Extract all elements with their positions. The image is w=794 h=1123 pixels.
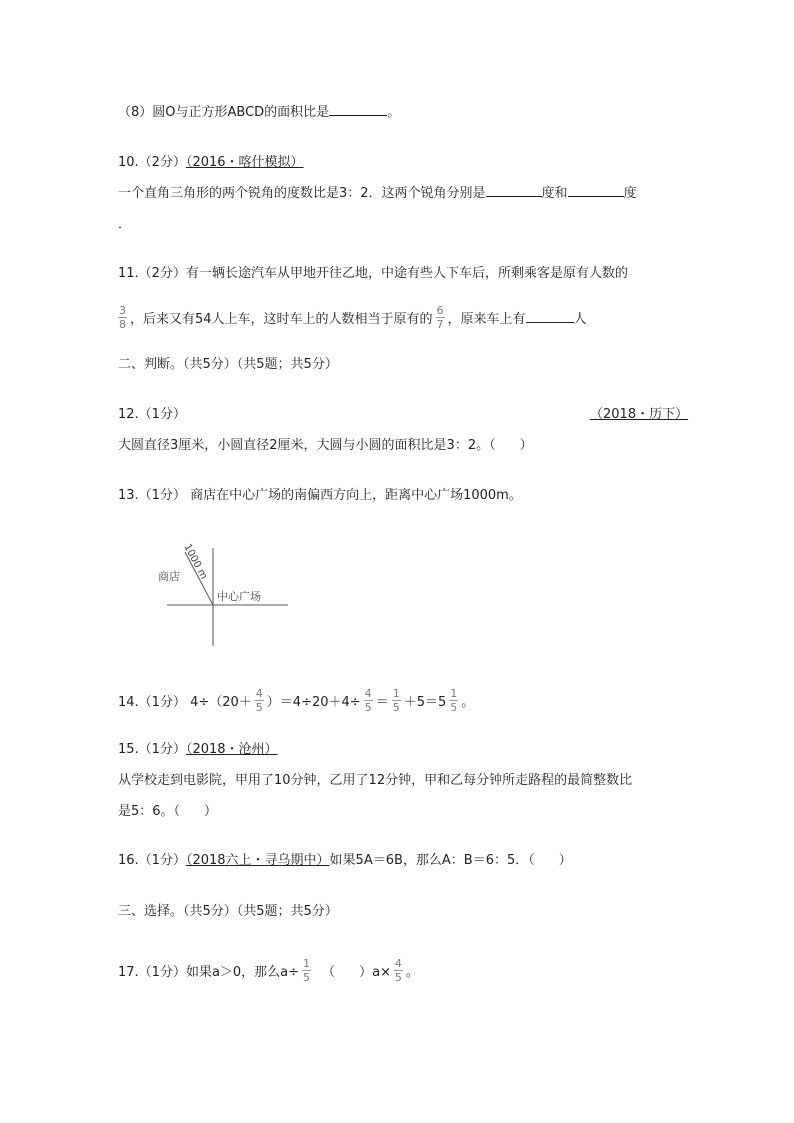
q10-text: 一个直角三角形的两个锐角的度数比是3：2．这两个锐角分别是 xyxy=(118,186,486,201)
q11-tail-b: 人 xyxy=(573,312,587,327)
q15-source-link[interactable]: （2018・沧州） xyxy=(185,742,278,757)
question-12-header xyxy=(118,406,186,424)
q14-text: 14.（1分） 4÷（20＋ xyxy=(118,695,252,710)
q10-text-d: ． xyxy=(118,217,132,232)
fraction-6-7: $\frac{6}{7}$ xyxy=(436,304,444,331)
center-label: 中心广场 xyxy=(217,590,261,603)
question-8 xyxy=(118,104,400,122)
shop-label: 商店 xyxy=(158,570,180,583)
section-2-title: 二、判断。（共5分）（共5题；共5分） xyxy=(118,357,338,372)
q14-mid1: ）＝4÷20＋4÷ xyxy=(266,695,361,710)
q11-mid: ，后来又有54人上车，这时车上的人数相当于原有的 xyxy=(130,312,433,327)
q10-source-link[interactable]: （2016・喀什模拟） xyxy=(185,155,304,170)
q17-mid: ）a× xyxy=(359,965,391,980)
question-14 xyxy=(118,687,475,714)
question-10-header xyxy=(118,154,304,172)
question-11-line1 xyxy=(118,265,628,283)
q10-text-b: 度和 xyxy=(541,186,568,201)
q16-source-link[interactable]: （2018六上・寻乌期中） xyxy=(185,853,330,868)
fraction-1-5: $\frac{1}{5}$ xyxy=(392,687,400,714)
q12-number: 12.（1分） xyxy=(118,407,186,422)
q14-tail: 。 xyxy=(461,695,475,710)
q10-number: 10.（2分） xyxy=(118,155,186,170)
q14-mid3: ＋5＝5 xyxy=(403,695,447,710)
question-17 xyxy=(118,957,419,984)
direction-diagram xyxy=(150,540,300,650)
fraction-4-5: $\frac{4}{5}$ xyxy=(364,687,372,714)
q10-text-c: 度 xyxy=(623,186,637,201)
answer-blank[interactable] xyxy=(329,114,387,116)
fraction-4-5: $\frac{4}{5}$ xyxy=(394,957,402,984)
q13-text: 13.（1分） 商店在中心广场的南偏西方向上，距离中心广场1000m。 xyxy=(118,488,522,503)
q14-mid2: ＝ xyxy=(375,695,389,710)
q11-text: 11.（2分）有一辆长途汽车从甲地开往乙地，中途有些人下车后，所剩乘客是原有人数的 xyxy=(118,266,628,281)
question-16 xyxy=(118,852,572,870)
question-10-body xyxy=(118,185,637,203)
q17-tail: 。 xyxy=(405,965,419,980)
question-11-line2 xyxy=(118,304,587,332)
q12-text: 大圆直径3厘米，小圆直径2厘米，大圆与小圆的面积比是3：2。（ xyxy=(118,438,496,453)
q15-text: 从学校走到电影院，甲用了10分钟，乙用了12分钟，甲和乙每分钟所走路程的最简整数比 xyxy=(118,773,633,788)
question-13 xyxy=(118,487,522,505)
section-3-title: 三、选择。（共5分）（共5题；共5分） xyxy=(118,904,338,919)
q16-close: ） xyxy=(558,853,572,868)
fraction-4-5: $\frac{4}{5}$ xyxy=(255,687,263,714)
question-15-header xyxy=(118,741,278,759)
q12-source-link[interactable]: （2018・历下） xyxy=(590,407,689,422)
question-15-line1 xyxy=(118,772,632,790)
distance-label: 1000 m xyxy=(181,542,210,582)
q11-tail: ，原来车上有 xyxy=(447,312,526,327)
fraction-3-8: $\frac{3}{8}$ xyxy=(119,304,126,331)
answer-blank-2[interactable] xyxy=(568,195,624,197)
fraction-1-5: $\frac{1}{5}$ xyxy=(450,687,458,714)
question-15-line2 xyxy=(118,803,217,821)
fraction-1-5: $\frac{1}{5}$ xyxy=(303,957,311,984)
q16-text: 如果5A＝6B，那么A：B＝6：5．（ xyxy=(329,853,535,868)
q8-text: （8）圆O与正方形ABCD的面积比是 xyxy=(118,105,330,120)
answer-blank-1[interactable] xyxy=(486,195,542,197)
answer-blank[interactable] xyxy=(526,321,574,323)
q17-open-paren: （ xyxy=(322,965,336,980)
q8-tail: 。 xyxy=(387,105,401,120)
q15-text-b: 是5：6。（ xyxy=(118,804,181,819)
q15-number: 15.（1分） xyxy=(118,742,186,757)
q16-number: 16.（1分） xyxy=(118,853,186,868)
question-10-tail xyxy=(118,216,131,234)
question-12-body xyxy=(118,437,533,455)
q15-close: ） xyxy=(204,804,218,819)
q12-close: ） xyxy=(519,438,533,453)
q17-text: 17.（1分）如果a＞0，那么a÷ xyxy=(118,965,300,980)
